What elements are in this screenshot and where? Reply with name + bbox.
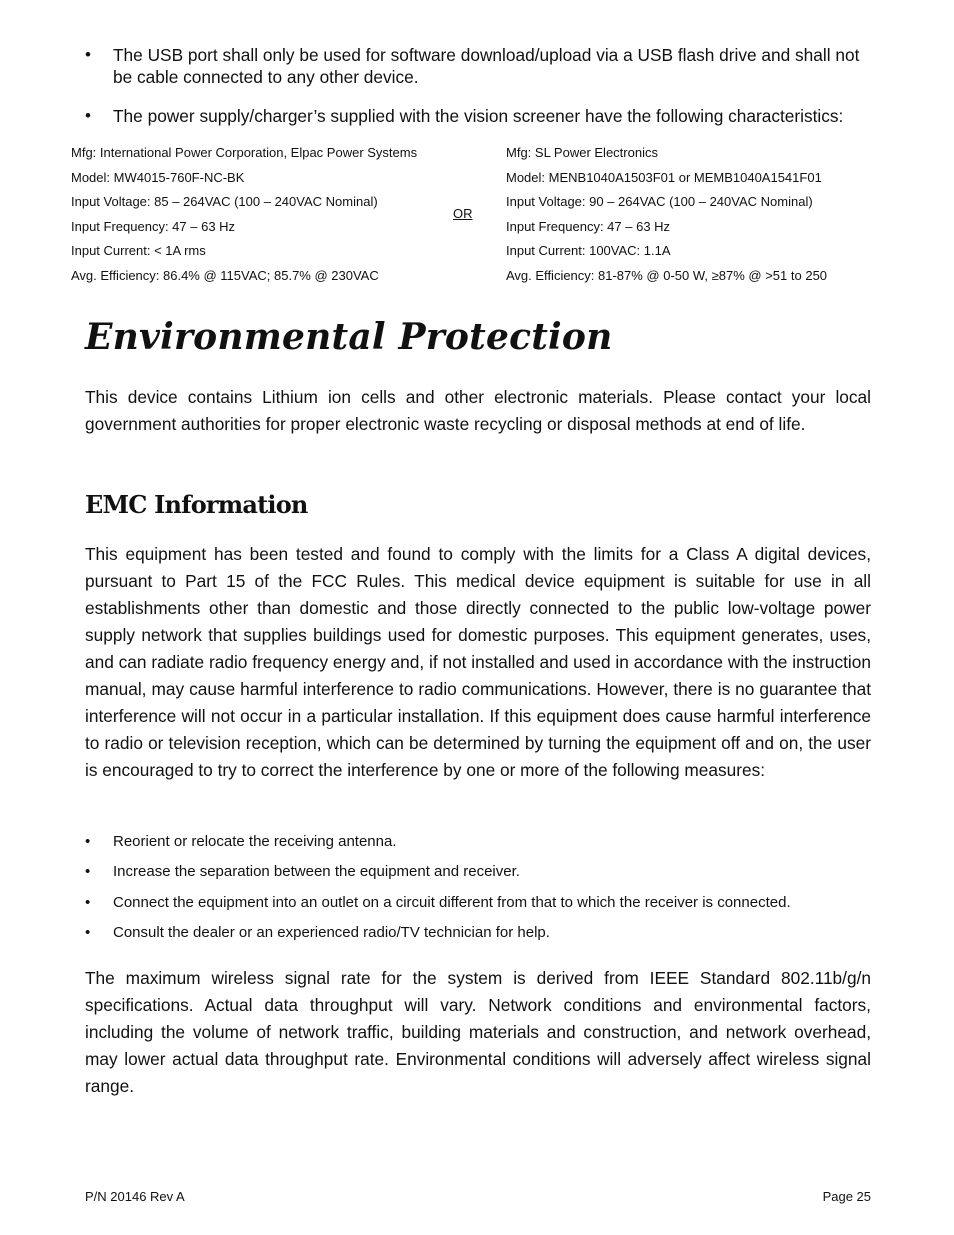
measure-text: Increase the separation between the equipment and receiver. [113,863,520,881]
measure-text: Consult the dealer or an experienced radio/TV technician for help. [113,923,550,941]
bullet-marker: • [85,863,91,881]
spec-separator: OR [453,206,473,221]
list-item [85,105,872,127]
measure-text: Connect the equipment into an outlet on a circuit different from that to which the receiver is connected. [113,893,791,911]
power-supply-left-column [71,141,451,289]
measure-text: Reorient or relocate the receiving antenna. [113,833,397,850]
spec-line: Input Frequency: 47 – 63 Hz [71,218,236,234]
environmental-paragraph: This device contains Lithium ion cells and other electronic materials. Please contact your local government authorities for proper electronic waste recycling or disposal methods at end of life. [85,387,871,434]
spec-line: Avg. Efficiency: 81-87% @ 0-50 W, ≥87% @ >51 to 250 [506,267,828,283]
spec-line: Input Current: 100VAC: 1.1A [506,243,671,259]
bullet-text: The power supply/charger’s supplied with the vision screener have the following characteristics: [113,106,844,126]
footer-page-number: Page 25 [822,1189,871,1204]
spec-line: Mfg: SL Power Electronics [506,145,658,160]
environmental-heading: Environmental Protection [85,316,613,358]
list-item [85,44,872,88]
spec-line: Input Voltage: 90 – 264VAC (100 – 240VAC Nominal) [506,194,813,210]
emc-heading: EMC Information [85,490,308,519]
spec-line: Input Voltage: 85 – 264VAC (100 – 240VAC Nominal) [71,194,378,210]
spec-line: Model: MW4015-760F-NC-BK [71,169,245,185]
spec-line: Input Current: < 1A rms [71,243,206,259]
bullet-marker: • [85,833,91,850]
list-item [85,893,872,913]
top-bullet-list [85,44,872,144]
bullet-marker: • [85,106,91,125]
emc-measures-list [85,832,872,953]
wireless-paragraph: The maximum wireless signal rate for the system is derived from IEEE Standard 802.11b/g/n specifications. Actual data throughput will vary. Network conditions and environmental factors, including the volume of network traffic, building materials and construction, and network overhead, may lower actual data throughput rate. Environmental conditions will adversely affect wireless signal range. [85,968,871,1096]
bullet-marker: • [85,893,91,911]
footer-part-number: P/N 20146 Rev A [85,1189,185,1204]
list-item [85,832,872,852]
list-item [85,923,872,943]
list-item [85,862,872,882]
spec-line: Avg. Efficiency: 86.4% @ 115VAC; 85.7% @ 230VAC [71,267,379,283]
bullet-text: The USB port shall only be used for software download/upload via a USB flash drive and shall not be cable connected to any other device. [113,45,860,87]
spec-line: Mfg: International Power Corporation, Elpac Power Systems [71,145,418,160]
spec-line: Model: MENB1040A1503F01 or MEMB1040A1541F01 [506,169,822,185]
power-supply-right-column [506,141,866,289]
spec-line: Input Frequency: 47 – 63 Hz [506,218,671,234]
emc-paragraph: This equipment has been tested and found to comply with the limits for a Class A digital devices, pursuant to Part 15 of the FCC Rules. This medical device equipment is suitable for use in all establishments other than domestic and those directly connected to the public low-voltage power supply network that supplies buildings used for domestic purposes. This equipment generates, uses, and can radiate radio frequency energy and, if not installed and used in accordance with the instruction manual, may cause harmful interference to radio communications. However, there is no guarantee that interference will not occur in a particular installation. If this equipment does cause harmful interference to radio or television reception, which can be determined by turning the equipment off and on, the user is encouraged to try to correct the interference by one or more of the following measures: [85,544,871,780]
bullet-marker: • [85,923,91,941]
bullet-marker: • [85,45,91,64]
